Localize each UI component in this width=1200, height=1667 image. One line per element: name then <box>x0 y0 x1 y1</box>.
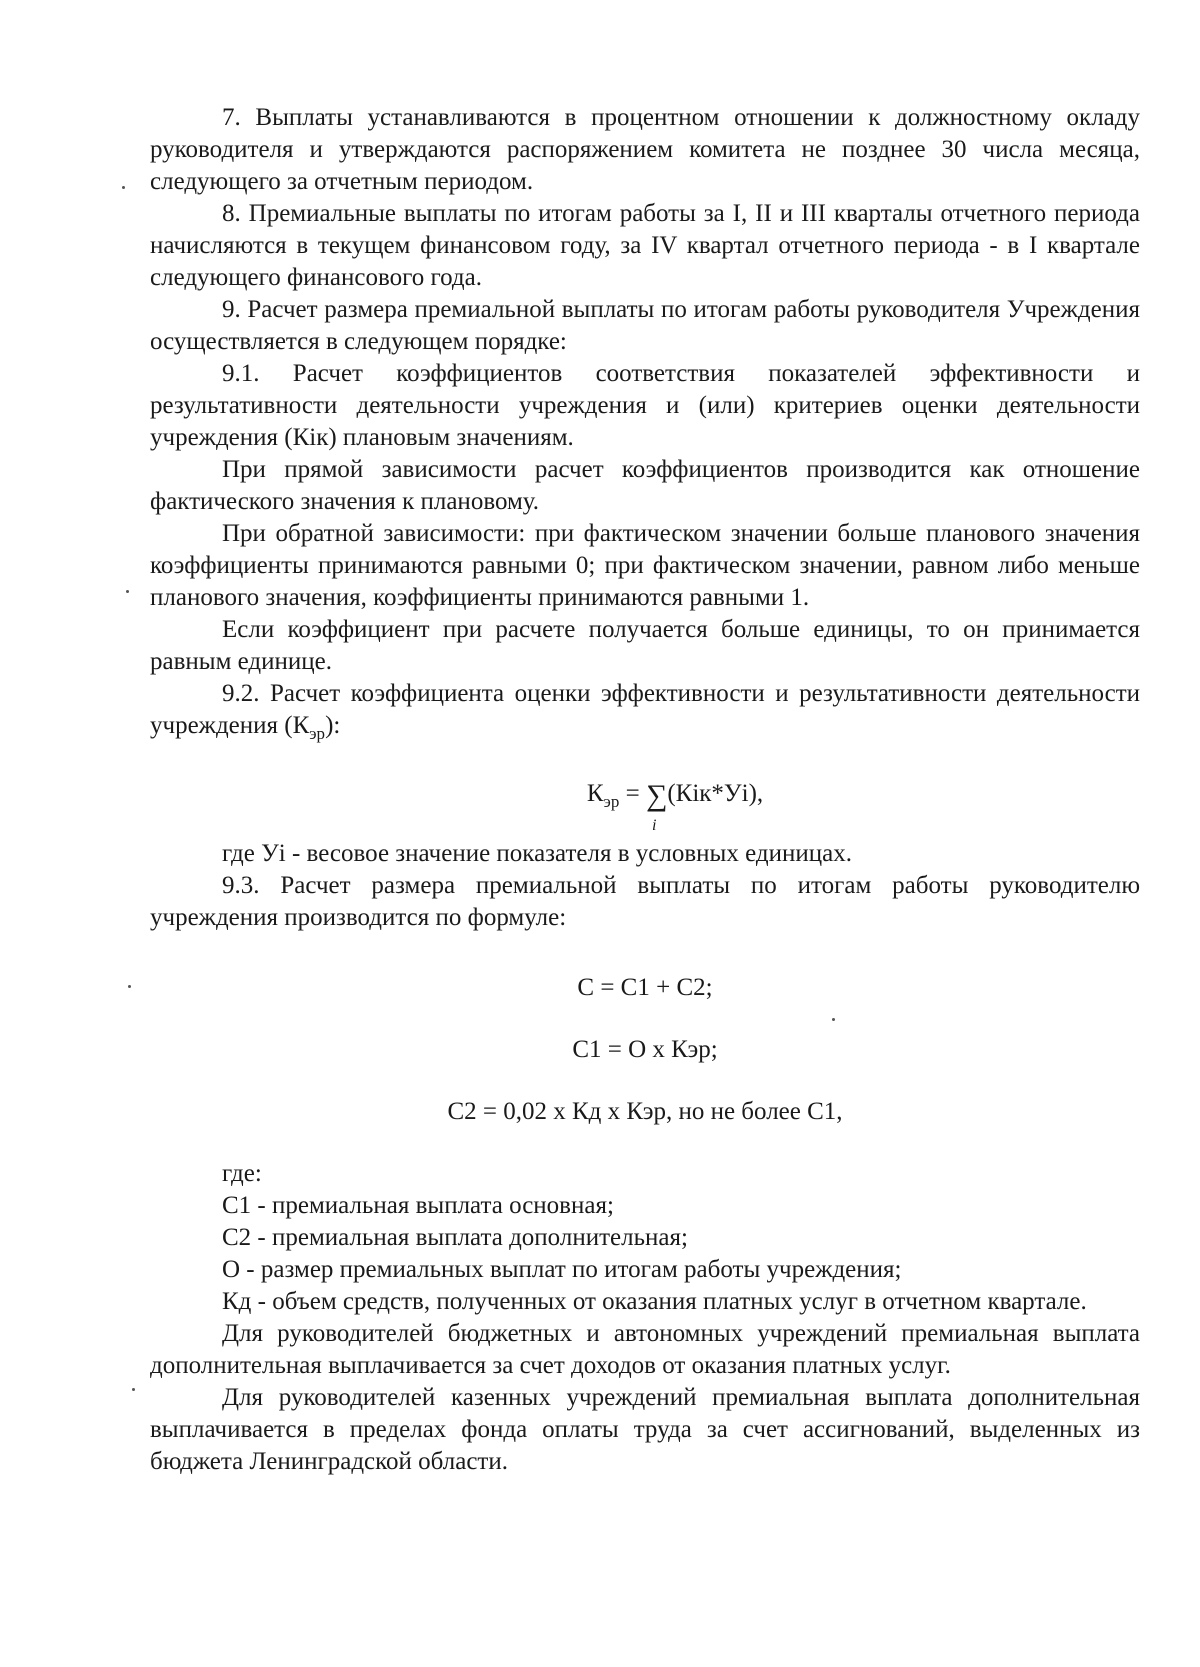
sum-symbol: ∑ i <box>645 779 668 834</box>
paragraph-coefficient-cap: Если коэффициент при расчете получается больше единицы, то он принимается равным единице. <box>150 616 1140 675</box>
definition-o: О - размер премиальных выплат по итогам работы учреждения; <box>222 1256 902 1283</box>
scan-speck <box>122 186 125 189</box>
document-body <box>150 102 1140 1478</box>
definition-kd: Кд - объем средств, полученных от оказания платных услуг в отчетном квартале. <box>222 1288 1087 1315</box>
paragraph-9: 9. Расчет размера премиальной выплаты по итогам работы руководителя Учреждения осуществляется в следующем порядке: <box>150 296 1140 355</box>
paragraph-9-3: 9.3. Расчет размера премиальной выплаты по итогам работы руководителю учреждения производится по формуле: <box>150 872 1140 931</box>
definition-c1: С1 - премиальная выплата основная; <box>222 1192 614 1219</box>
formula-c: С = С1 + С2; <box>577 974 713 1001</box>
paragraph-8: 8. Премиальные выплаты по итогам работы за I, II и III кварталы отчетного периода начисляются в текущем финансовом году, за IV квартал отчетного периода - в I квартале следующего финансового года. <box>150 200 1140 291</box>
definition-c2: С2 - премиальная выплата дополнительная; <box>222 1224 688 1251</box>
formula-c1: С1 = О х Кэр; <box>572 1036 718 1063</box>
paragraph-direct-dependence: При прямой зависимости расчет коэффициентов производится как отношение фактического значения к плановому. <box>150 456 1140 515</box>
paragraph-state-institutions: Для руководителей казенных учреждений премиальная выплата дополнительная выплачивается в пределах фонда оплаты труда за счет ассигнований, выделенных из бюджета Ленинградской области. <box>150 1384 1140 1475</box>
definitions-list <box>150 1158 1140 1286</box>
paragraph-budget-institutions: Для руководителей бюджетных и автономных учреждений премиальная выплата дополнительная выплачивается за счет доходов от оказания платных услуг. <box>150 1320 1140 1379</box>
scan-speck <box>128 985 131 988</box>
paragraph-inverse-dependence: При обратной зависимости: при фактическом значении больше планового значения коэффициенты принимаются равными 0; при фактическом значении, равном либо меньше планового значения, коэффициенты принимаются равными 1. <box>150 520 1140 611</box>
scan-speck <box>132 1388 135 1391</box>
definition-where: где: <box>222 1160 262 1187</box>
paragraph-9-1: 9.1. Расчет коэффициентов соответствия показателей эффективности и результативности деятельности учреждения и (или) критериев оценки деятельности учреждения (Кiк) плановым значениям. <box>150 360 1140 451</box>
subscript-er: эр <box>309 724 326 743</box>
paragraph-where-ui: где Уi - весовое значение показателя в условных единицах. <box>222 840 852 867</box>
paragraph-9-2: 9.2. Расчет коэффициента оценки эффективности и результативности деятельности учреждения $(К_{эр})$: <box>150 680 1140 743</box>
paragraph-7: 7. Выплаты устанавливаются в процентном отношении к должностному окладу руководителя и утверждаются распоряжением комитета не позднее 30 числа месяца, следующего за отчетным периодом. <box>150 104 1140 195</box>
formula-k-er: $К_{эр}$ = ∑ i (Кiк*Уi), <box>586 779 764 834</box>
scan-speck <box>126 590 129 593</box>
formula-c2: С2 = 0,02 х Кд х Кэр, но не более С1, <box>447 1098 843 1125</box>
